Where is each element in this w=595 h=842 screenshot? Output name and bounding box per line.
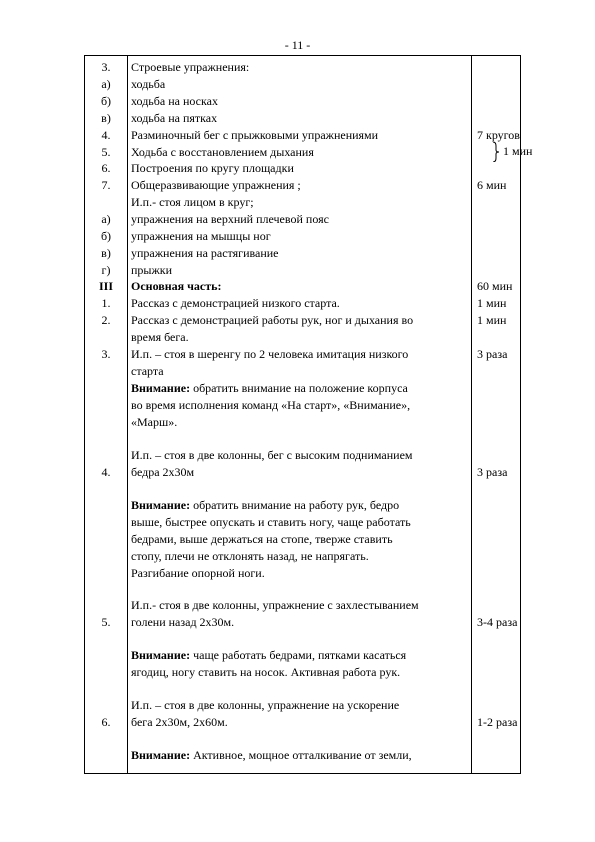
row-text: стопу, плечи не отклонять назад, не напрягать. xyxy=(131,549,369,563)
row-text: Разминочный бег с прыжковыми упражнениями xyxy=(131,128,379,142)
row-text: «Марш». xyxy=(131,415,178,429)
row-text: ходьба на носках xyxy=(131,94,218,108)
row-text: И.п. – стоя в шеренгу по 2 человека имитация низкого xyxy=(131,347,409,361)
row-number: а) xyxy=(101,77,111,91)
row-text: упражнения на верхний плечевой пояс xyxy=(131,212,329,226)
row-text: Разгибание опорной ноги. xyxy=(131,566,265,580)
row-time: 1-2 раза xyxy=(477,715,518,729)
row-text: во время исполнения команд «На старт», «Внимание», xyxy=(131,398,411,412)
row-number: 4. xyxy=(101,128,111,142)
row-number: в) xyxy=(101,246,111,260)
row-text: И.п. – стоя в две колонны, упражнение на ускорение xyxy=(131,698,400,712)
row-number: а) xyxy=(101,212,111,226)
row-time: 60 мин xyxy=(477,279,513,293)
row-number: б) xyxy=(100,229,112,243)
row-text: бега 2х30м, 2х60м. xyxy=(131,715,228,729)
row-text: ходьба xyxy=(131,77,166,91)
row-text: Ходьба с восстановлением дыхания xyxy=(131,145,314,159)
row-text: Основная часть: xyxy=(131,279,222,293)
row-text: прыжки xyxy=(131,263,173,277)
row-number: 3. xyxy=(101,347,111,361)
row-number: г) xyxy=(101,263,111,277)
row-text: старта xyxy=(131,364,164,378)
row-text: Внимание: обратить внимание на работу рук, бедро xyxy=(131,498,400,512)
column-divider xyxy=(471,56,472,773)
row-text: бедрами, выше держаться на стопе, тверже ставить xyxy=(131,532,393,546)
row-time: 6 мин xyxy=(477,178,507,192)
row-number: в) xyxy=(101,111,111,125)
brace-label: 1 мин xyxy=(503,144,533,158)
row-text: Рассказ с демонстрацией работы рук, ног и дыхания во xyxy=(131,313,414,327)
column-divider xyxy=(127,56,128,773)
curly-brace xyxy=(492,142,500,162)
row-text: голени назад 2х30м. xyxy=(131,615,235,629)
row-number: 7. xyxy=(101,178,111,192)
row-number: б) xyxy=(100,94,112,108)
lesson-plan-table xyxy=(84,55,533,774)
row-text: бедра 2х30м xyxy=(131,465,195,479)
page-number: - 11 - xyxy=(284,38,311,52)
row-text: упражнения на мышцы ног xyxy=(131,229,271,243)
row-text: Построения по кругу площадки xyxy=(131,161,294,175)
row-number: 3. xyxy=(101,60,111,74)
row-text: выше, быстрее опускать и ставить ногу, чаще работать xyxy=(131,515,411,529)
row-text: ягодиц, ногу ставить на носок. Активная работа рук. xyxy=(131,665,401,679)
row-text: упражнения на растягивание xyxy=(131,246,279,260)
row-number: 5. xyxy=(101,145,111,159)
row-number: 6. xyxy=(101,161,111,175)
row-time: 3 раза xyxy=(477,465,508,479)
row-text: И.п. – стоя в две колонны, бег с высоким подниманием xyxy=(131,448,413,462)
row-text: Общеразвивающие упражнения ; xyxy=(131,178,301,192)
row-number: 1. xyxy=(101,296,111,310)
row-time: 7 кругов xyxy=(477,128,520,142)
row-time: 1 мин xyxy=(477,313,507,327)
row-text: время бега. xyxy=(131,330,189,344)
row-text: И.п.- стоя лицом в круг; xyxy=(131,195,254,209)
row-time: 3-4 раза xyxy=(477,615,518,629)
row-number: 4. xyxy=(101,465,111,479)
row-text: Строевые упражнения: xyxy=(131,60,250,74)
row-number: 2. xyxy=(101,313,111,327)
row-text: Внимание: Активное, мощное отталкивание от земли, xyxy=(131,748,412,762)
row-text: Внимание: чаще работать бедрами, пятками касаться xyxy=(131,648,407,662)
row-text: Рассказ с демонстрацией низкого старта. xyxy=(131,296,340,310)
row-time: 3 раза xyxy=(477,347,508,361)
row-number: III xyxy=(98,279,113,293)
row-text: ходьба на пятках xyxy=(131,111,218,125)
row-time: 1 мин xyxy=(477,296,507,310)
row-number: 5. xyxy=(101,615,111,629)
row-text: Внимание: обратить внимание на положение корпуса xyxy=(131,381,408,395)
row-number: 6. xyxy=(101,715,111,729)
row-text: И.п.- стоя в две колонны, упражнение с захлестыванием xyxy=(131,598,419,612)
